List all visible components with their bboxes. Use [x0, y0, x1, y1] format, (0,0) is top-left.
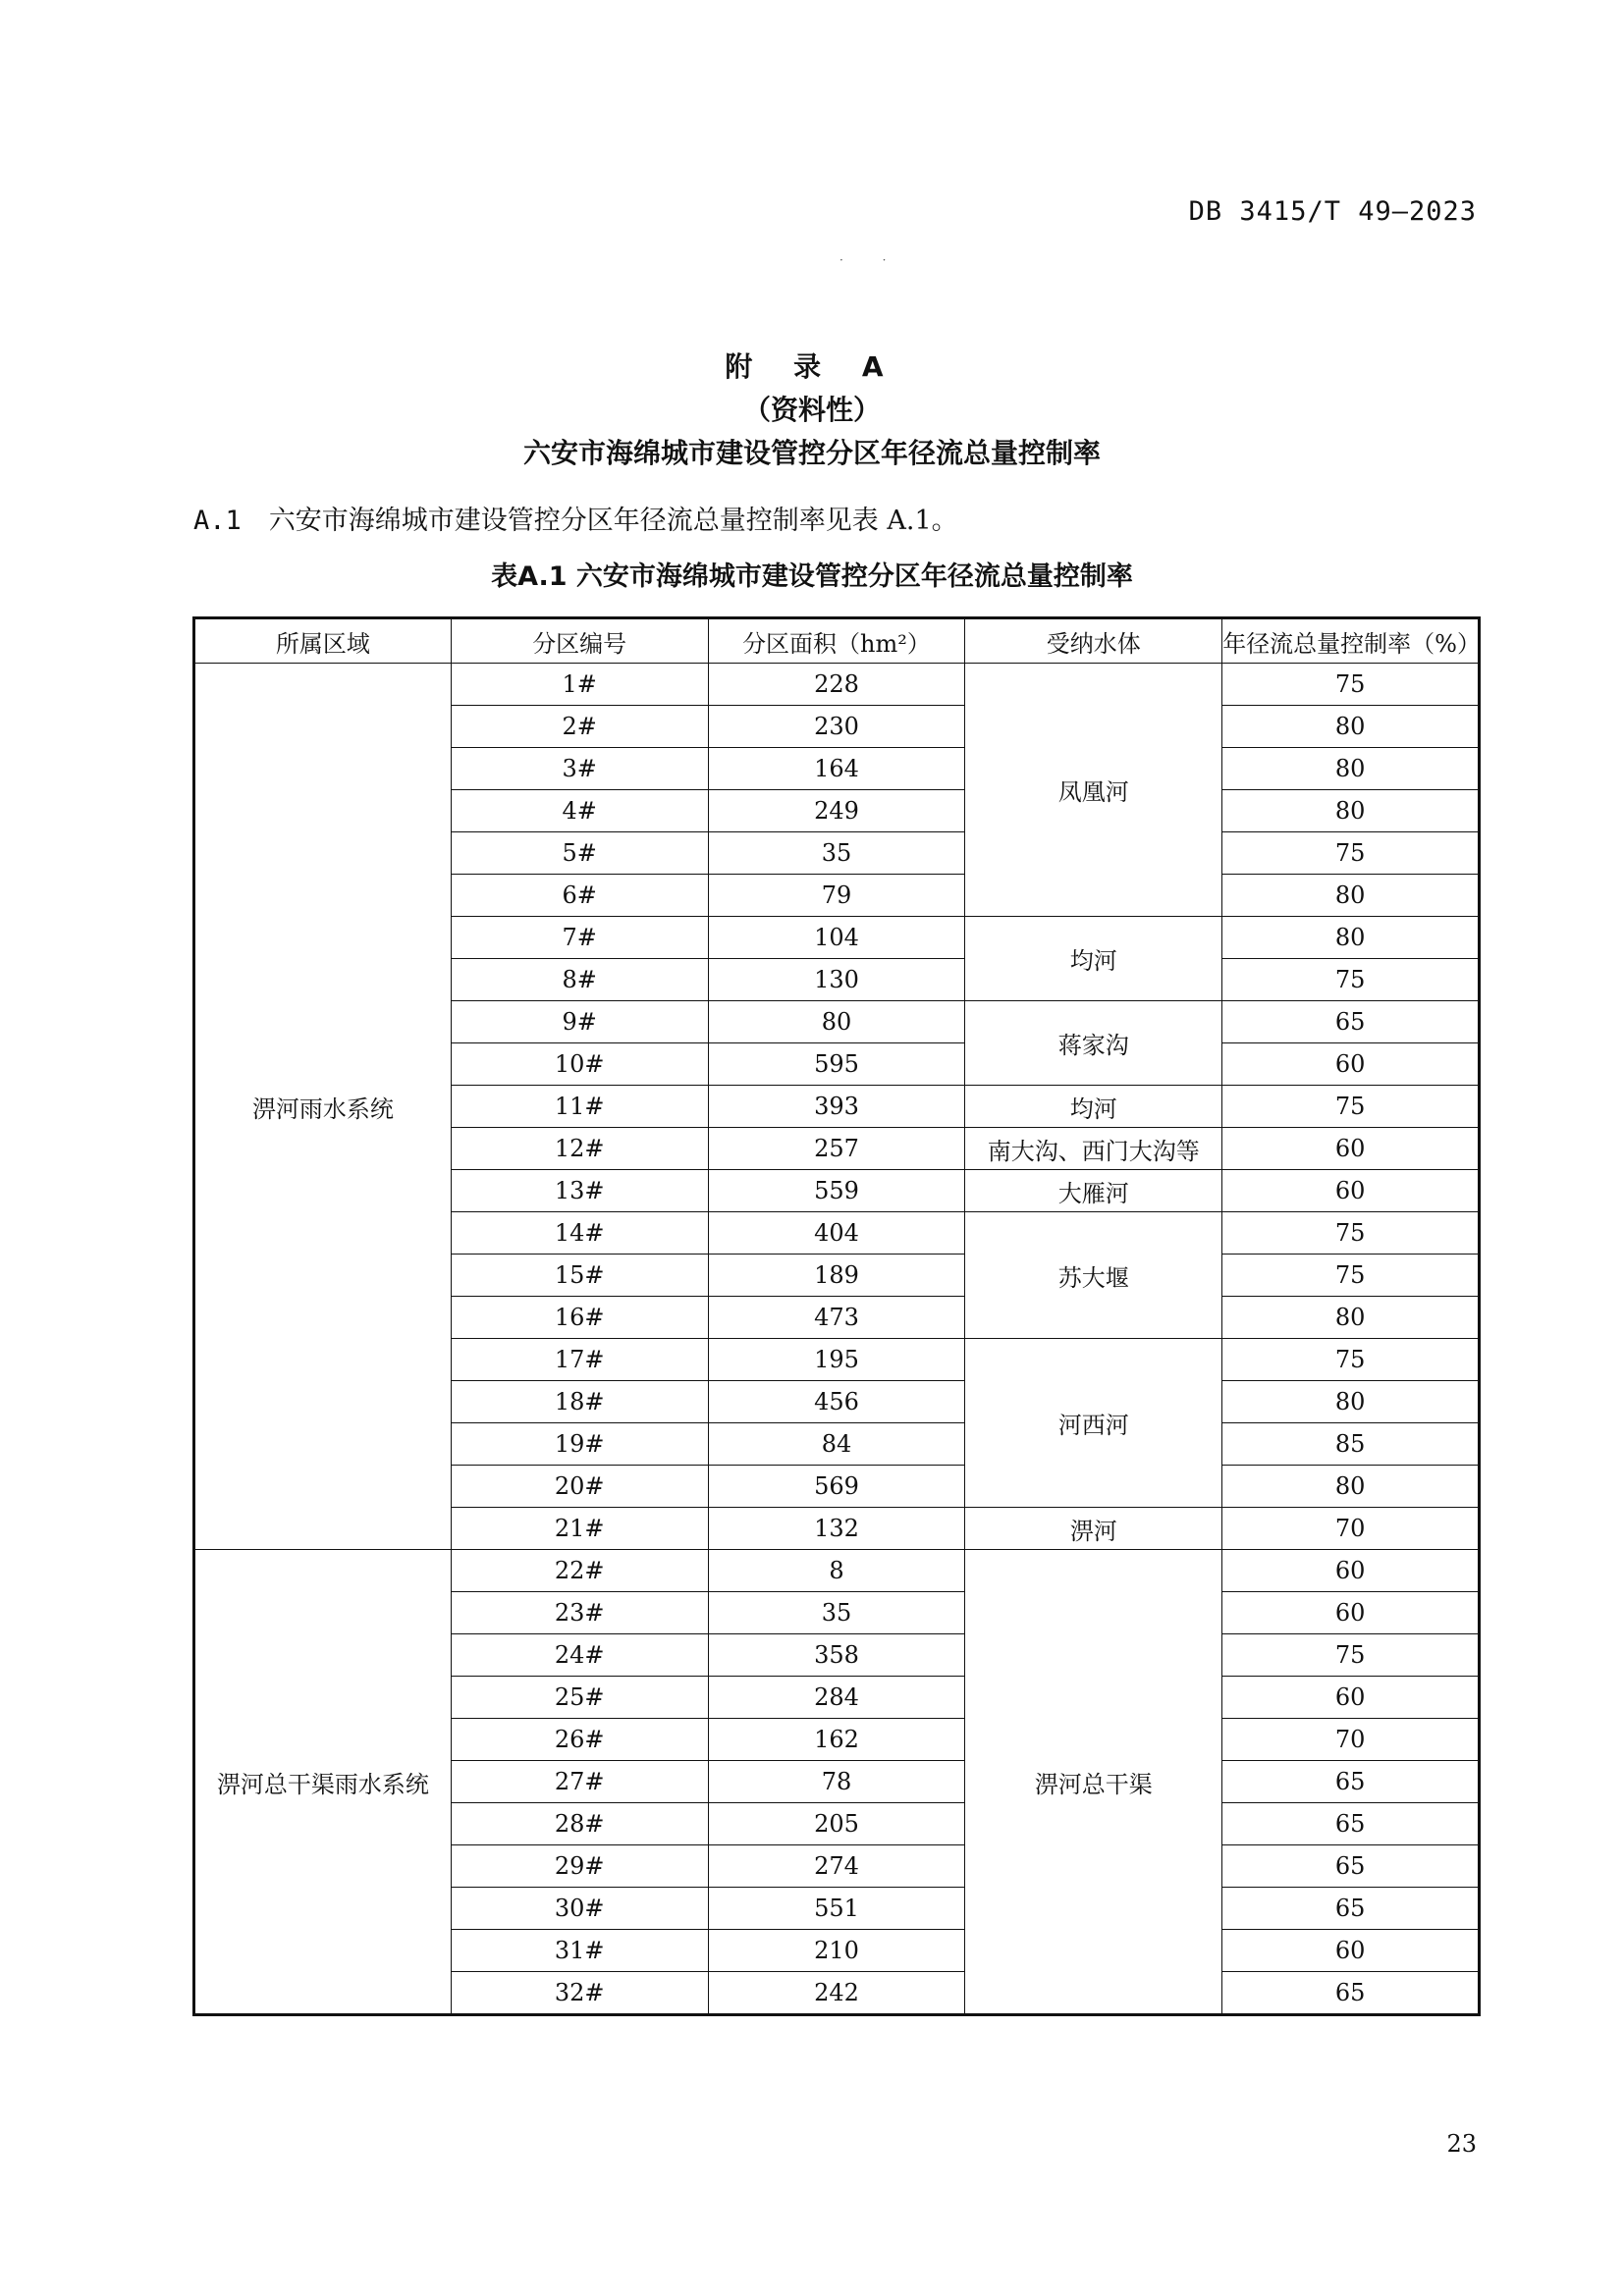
table-row [194, 1550, 1480, 1592]
control-rate-cell: 65 [1222, 1001, 1480, 1043]
zone-id-cell: 21# [451, 1508, 708, 1550]
zone-id-cell: 13# [451, 1170, 708, 1212]
control-rate-cell: 65 [1222, 1972, 1480, 2015]
appendix-title: 六安市海绵城市建设管控分区年径流总量控制率 [522, 437, 1101, 469]
zone-area-cell: 569 [708, 1466, 965, 1508]
zone-area-cell: 80 [708, 1001, 965, 1043]
control-rate-cell: 60 [1222, 1128, 1480, 1170]
zone-id-cell: 20# [451, 1466, 708, 1508]
control-rate-cell: 60 [1222, 1043, 1480, 1086]
clause-a1 [193, 499, 958, 537]
receiving-water-cell: 淠河 [965, 1508, 1222, 1550]
zone-id-cell: 28# [451, 1803, 708, 1845]
zone-area-cell: 164 [708, 748, 965, 790]
zone-id-cell: 9# [451, 1001, 708, 1043]
control-rate-cell: 80 [1222, 790, 1480, 832]
zone-area-cell: 404 [708, 1212, 965, 1255]
zone-area-cell: 35 [708, 832, 965, 875]
zone-area-cell: 274 [708, 1845, 965, 1888]
zone-area-cell: 551 [708, 1888, 965, 1930]
zone-id-cell: 30# [451, 1888, 708, 1930]
control-rate-cell: 75 [1222, 832, 1480, 875]
receiving-water-cell: 蒋家沟 [965, 1001, 1222, 1086]
control-rate-cell: 60 [1222, 1677, 1480, 1719]
header-zone-area: 分区面积（hm²） [708, 618, 965, 664]
control-rate-cell: 70 [1222, 1719, 1480, 1761]
table-caption: 表A.1 六安市海绵城市建设管控分区年径流总量控制率 [491, 561, 1133, 592]
control-rate-cell: 75 [1222, 1339, 1480, 1381]
zone-area-cell: 559 [708, 1170, 965, 1212]
zone-area-cell: 162 [708, 1719, 965, 1761]
receiving-water-cell: 凤凰河 [965, 664, 1222, 917]
control-rate-cell: 60 [1222, 1550, 1480, 1592]
control-rate-cell: 85 [1222, 1423, 1480, 1466]
control-rate-cell: 75 [1222, 1086, 1480, 1128]
header-marks: · · [839, 253, 904, 267]
control-rate-cell: 75 [1222, 664, 1480, 706]
zone-id-cell: 14# [451, 1212, 708, 1255]
zone-id-cell: 7# [451, 917, 708, 959]
receiving-water-cell: 南大沟、西门大沟等 [965, 1128, 1222, 1170]
table-body [194, 664, 1480, 2015]
control-rate-cell: 80 [1222, 1297, 1480, 1339]
control-rate-cell: 80 [1222, 748, 1480, 790]
control-rate-cell: 65 [1222, 1803, 1480, 1845]
control-rate-cell: 60 [1222, 1930, 1480, 1972]
zone-area-cell: 473 [708, 1297, 965, 1339]
zone-area-cell: 79 [708, 875, 965, 917]
zone-id-cell: 10# [451, 1043, 708, 1086]
zone-area-cell: 84 [708, 1423, 965, 1466]
zone-id-cell: 2# [451, 706, 708, 748]
zone-area-cell: 284 [708, 1677, 965, 1719]
zone-id-cell: 26# [451, 1719, 708, 1761]
header-control-rate: 年径流总量控制率（%） [1222, 618, 1480, 664]
zone-id-cell: 22# [451, 1550, 708, 1592]
zone-area-cell: 35 [708, 1592, 965, 1634]
receiving-water-cell: 均河 [965, 1086, 1222, 1128]
control-rate-cell: 75 [1222, 1255, 1480, 1297]
zone-area-cell: 249 [708, 790, 965, 832]
zone-id-cell: 23# [451, 1592, 708, 1634]
zone-area-cell: 78 [708, 1761, 965, 1803]
zone-id-cell: 3# [451, 748, 708, 790]
control-rate-cell: 75 [1222, 1634, 1480, 1677]
zone-area-cell: 210 [708, 1930, 965, 1972]
zone-area-cell: 8 [708, 1550, 965, 1592]
zone-area-cell: 257 [708, 1128, 965, 1170]
page-number: 23 [1446, 2130, 1477, 2158]
zone-area-cell: 230 [708, 706, 965, 748]
zone-id-cell: 5# [451, 832, 708, 875]
zone-id-cell: 8# [451, 959, 708, 1001]
receiving-water-cell: 河西河 [965, 1339, 1222, 1508]
zone-area-cell: 595 [708, 1043, 965, 1086]
appendix-title-block [0, 346, 1624, 475]
region-cell: 淠河总干渠雨水系统 [194, 1550, 452, 2015]
zone-area-cell: 104 [708, 917, 965, 959]
control-rate-cell: 60 [1222, 1592, 1480, 1634]
zone-id-cell: 4# [451, 790, 708, 832]
receiving-water-cell: 均河 [965, 917, 1222, 1001]
zone-area-cell: 393 [708, 1086, 965, 1128]
appendix-label: 附 录 A [725, 350, 899, 383]
control-rate-cell: 80 [1222, 1466, 1480, 1508]
zone-area-cell: 242 [708, 1972, 965, 2015]
zone-id-cell: 24# [451, 1634, 708, 1677]
control-rate-table [192, 616, 1481, 2016]
zone-area-cell: 195 [708, 1339, 965, 1381]
zone-id-cell: 29# [451, 1845, 708, 1888]
clause-text: 六安市海绵城市建设管控分区年径流总量控制率见表 A.1。 [268, 506, 958, 536]
control-rate-cell: 75 [1222, 1212, 1480, 1255]
receiving-water-cell: 苏大堰 [965, 1212, 1222, 1339]
header-zone-id: 分区编号 [451, 618, 708, 664]
control-rate-cell: 65 [1222, 1888, 1480, 1930]
control-rate-cell: 80 [1222, 875, 1480, 917]
receiving-water-cell: 淠河总干渠 [965, 1550, 1222, 2015]
zone-id-cell: 11# [451, 1086, 708, 1128]
zone-id-cell: 1# [451, 664, 708, 706]
control-rate-cell: 75 [1222, 959, 1480, 1001]
zone-id-cell: 16# [451, 1297, 708, 1339]
control-rate-cell: 65 [1222, 1845, 1480, 1888]
table-header-row [194, 618, 1480, 664]
zone-area-cell: 189 [708, 1255, 965, 1297]
zone-id-cell: 25# [451, 1677, 708, 1719]
zone-area-cell: 358 [708, 1634, 965, 1677]
zone-area-cell: 132 [708, 1508, 965, 1550]
zone-area-cell: 456 [708, 1381, 965, 1423]
zone-id-cell: 19# [451, 1423, 708, 1466]
header-receiving-water: 受纳水体 [965, 618, 1222, 664]
clause-number: A.1 [193, 506, 242, 536]
control-rate-cell: 70 [1222, 1508, 1480, 1550]
table-row [194, 664, 1480, 706]
zone-area-cell: 228 [708, 664, 965, 706]
zone-id-cell: 6# [451, 875, 708, 917]
receiving-water-cell: 大雁河 [965, 1170, 1222, 1212]
zone-id-cell: 12# [451, 1128, 708, 1170]
zone-id-cell: 15# [451, 1255, 708, 1297]
zone-area-cell: 130 [708, 959, 965, 1001]
document-code: DB 3415/T 49—2023 [1188, 196, 1477, 227]
control-rate-cell: 60 [1222, 1170, 1480, 1212]
control-rate-cell: 80 [1222, 917, 1480, 959]
control-rate-cell: 80 [1222, 1381, 1480, 1423]
control-rate-cell: 80 [1222, 706, 1480, 748]
zone-id-cell: 27# [451, 1761, 708, 1803]
header-region: 所属区域 [194, 618, 452, 664]
zone-id-cell: 32# [451, 1972, 708, 2015]
zone-id-cell: 31# [451, 1930, 708, 1972]
control-rate-cell: 65 [1222, 1761, 1480, 1803]
appendix-nature: （资料性） [742, 394, 881, 426]
region-cell: 淠河雨水系统 [194, 664, 452, 1550]
zone-id-cell: 17# [451, 1339, 708, 1381]
zone-area-cell: 205 [708, 1803, 965, 1845]
zone-id-cell: 18# [451, 1381, 708, 1423]
